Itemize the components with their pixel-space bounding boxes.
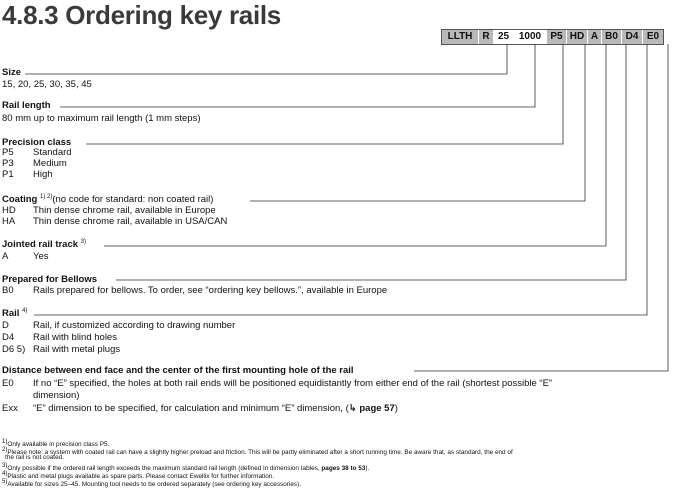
rail-row: D4 Rail with blind holes: [2, 332, 117, 343]
code-cell-length: 1000: [513, 30, 546, 44]
footnote-3: $^{3)}$Only possible if the ordered rail length exceeds the maximum standard rail length (defined in dimension tables, pages 38 to 53).: [2, 463, 370, 473]
section-rail-label: Rail $^{4)}$: [2, 308, 28, 320]
code-cell-precision: P5: [546, 30, 566, 44]
page-arrow-icon: ↳: [348, 403, 357, 414]
page-title: 4.8.3 Ordering key rails: [2, 0, 281, 30]
page-reference-link: page 57: [359, 403, 395, 414]
section-size-label: Size: [2, 67, 22, 78]
precision-row: P5 Standard: [2, 147, 72, 158]
footnote-2-cont: the rail is not coated.: [5, 454, 64, 461]
code-cell-distance: E0: [642, 30, 663, 44]
rail-row: D Rail, if customized according to drawing number: [2, 320, 236, 331]
section-coating-label: Coating $^{1) 2)}$(no code for standard: non coated rail): [2, 194, 214, 206]
distance-e0-row-cont: dimension): [33, 390, 80, 401]
jointed-row: A Yes: [2, 251, 49, 262]
distance-exx-row: Exx “E” dimension to be specified, for calculation and minimum “E” dimension, (↳ page 57): [2, 403, 398, 414]
connector-precision: [86, 44, 563, 144]
footnote-5: $^{5)}$Available for sizes 25–45. Mounting tool needs to be ordered separately (see ordering key accessories).: [2, 479, 302, 489]
code-cell-jointed: A: [587, 30, 601, 44]
precision-row: P1 High: [2, 169, 53, 180]
section-bellows-label: Prepared for Bellows: [2, 274, 98, 285]
section-size-text: 15, 20, 25, 30, 35, 45: [2, 79, 92, 90]
section-length-label: Rail length: [2, 100, 51, 111]
code-cell-bellows: B0: [601, 30, 621, 44]
footnote-1: $^{1)}$Only available in precision class P5.: [2, 439, 110, 449]
code-cell-rail-type: D4: [621, 30, 642, 44]
connector-size: [25, 44, 507, 74]
precision-row: P3 Medium: [2, 158, 67, 169]
coating-row: HA Thin dense chrome rail, available in USA/CAN: [2, 216, 228, 227]
code-cell-coating: HD: [566, 30, 587, 44]
connector-length: [60, 44, 535, 107]
footnote-2: $^{2)}$Please note: a system with coated rail can have a slightly higher preload and friction. This will be partly eliminated after a short running time. Be aware that, as standard, the end of: [2, 447, 513, 457]
footnote-4: $^{4)}$Plastic and metal plugs available as spare parts. Please contact Ewellix for further information.: [2, 471, 275, 481]
section-precision-label: Precision class: [2, 137, 72, 148]
connector-distance: [414, 44, 668, 371]
coating-row: HD Thin dense chrome rail, available in Europe: [2, 205, 216, 216]
section-distance-label: Distance between end face and the center of the first mounting hole of the rail: [2, 365, 354, 376]
connector-rail: [34, 44, 647, 315]
code-cell-size: 25: [493, 30, 513, 44]
rail-row: D6 5) Rail with metal plugs: [2, 344, 121, 355]
section-length-text: 80 mm up to maximum rail length (1 mm steps): [2, 113, 201, 124]
connector-bellows: [116, 44, 626, 280]
code-cell-series: LLTH: [442, 30, 478, 44]
distance-e0-row: E0 If no “E” specified, the holes at both rail ends will be positioned equidistantly from either end of the rail (shortest possible “E”: [2, 378, 553, 389]
bellows-row: B0 Rails prepared for bellows. To order, see “ordering key bellows.”, available in Europe: [2, 285, 388, 296]
section-jointed-label: Jointed rail track $^{3)}$: [2, 239, 87, 251]
code-cell-rail: R: [478, 30, 493, 44]
